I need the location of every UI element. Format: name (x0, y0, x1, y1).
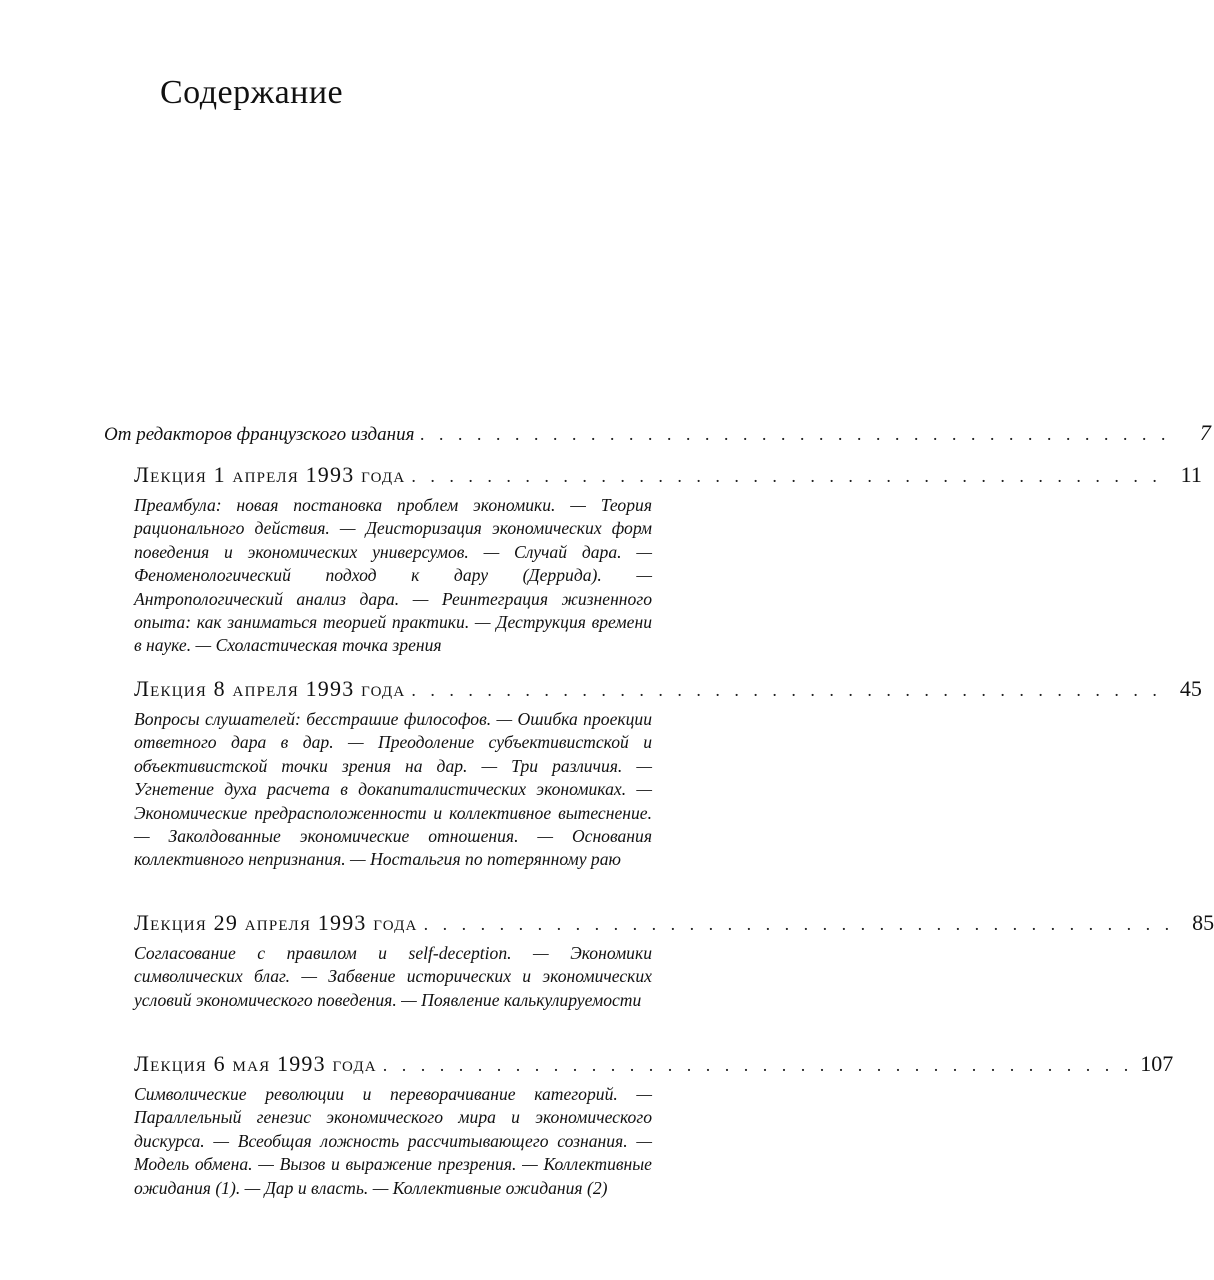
toc-entry-foreword (104, 420, 1211, 446)
leader-dots: . . . . . . . . . . . . . . . . . . . . . . . . . . . . . . . . . . . . . . . . (411, 680, 1162, 700)
lecture-page: 45 (1179, 676, 1202, 701)
lecture-page: 85 (1192, 910, 1214, 935)
leader-dots: . . . . . . . . . . . . . . . . . . . . . . . . . . . . . . . . . . . . . . . . (411, 466, 1162, 486)
leader-dots: . . . . . . . . . . . . . . . . . . . . . . . . . . . . . . . . . . . . . . . . (423, 914, 1175, 934)
lecture-title: Лекция 6 мая 1993 года (134, 1051, 377, 1076)
toc-entry-label: От редакторов французского издания (104, 424, 415, 445)
toc-entry-lecture-3 (134, 910, 1214, 936)
lecture-page: 11 (1180, 462, 1202, 487)
lecture-page: 107 (1140, 1051, 1174, 1076)
lecture-summary: Согласование с правилом и self-deception. — Экономики символических благ. — Забвение исторических и экономических условий экономического поведения. — Появление калькулируемости (134, 943, 652, 1010)
leader-dots: . . . . . . . . . . . . . . . . . . . . . . . . . . . . . . . . . . . . . . . . (420, 424, 1171, 444)
leader-dots: . . . . . . . . . . . . . . . . . . . . . . . . . . . . . . . . . . . . . . . . (382, 1055, 1134, 1075)
toc-entry-page: 7 (1199, 420, 1211, 445)
lecture-summary: Символические революции и переворачивание категорий. — Параллельный генезис экономического мира и экономического дискурса. — Всеобщая ложность рассчитывающего сознания. — Модель обмена. — Вызов и выражение презрения. — Коллективные ожидания (1). — Дар и власть. — Коллективные ожидания (2) (134, 1084, 652, 1198)
toc-entry-lecture-4 (134, 1051, 1174, 1077)
lecture-title: Лекция 8 апреля 1993 года (134, 676, 406, 701)
toc-entry-lecture-1 (134, 462, 1202, 488)
lecture-title: Лекция 1 апреля 1993 года (134, 462, 406, 487)
lecture-summary: Преамбула: новая постановка проблем экономики. — Теория рационального действия. — Деисторизация экономических форм поведения и экономических универсумов. — Случай дара. — Феноменологический подход к дару (Деррида). — Антропологический анализ дара. — Реинтеграция жизненного опыта: как заниматься теорией практики. — Деструкция времени в науке. — Схоластическая точка зрения (134, 495, 652, 656)
page-title: Содержание (160, 74, 344, 111)
lecture-summary: Вопросы слушателей: бесстрашие философов. — Ошибка проекции ответного дара в дар. — Преодоление субъективистской и объективистской точки зрения на дар. — Три различия. — Угнетение духа расчета в докапиталистических экономиках. — Экономические предрасположенности и коллективное вытеснение. — Заколдованные экономические отношения. — Основания коллективного непризнания. — Ностальгия по потерянному раю (134, 709, 652, 870)
lecture-title: Лекция 29 апреля 1993 года (134, 910, 418, 935)
toc-entry-lecture-2 (134, 676, 1202, 702)
